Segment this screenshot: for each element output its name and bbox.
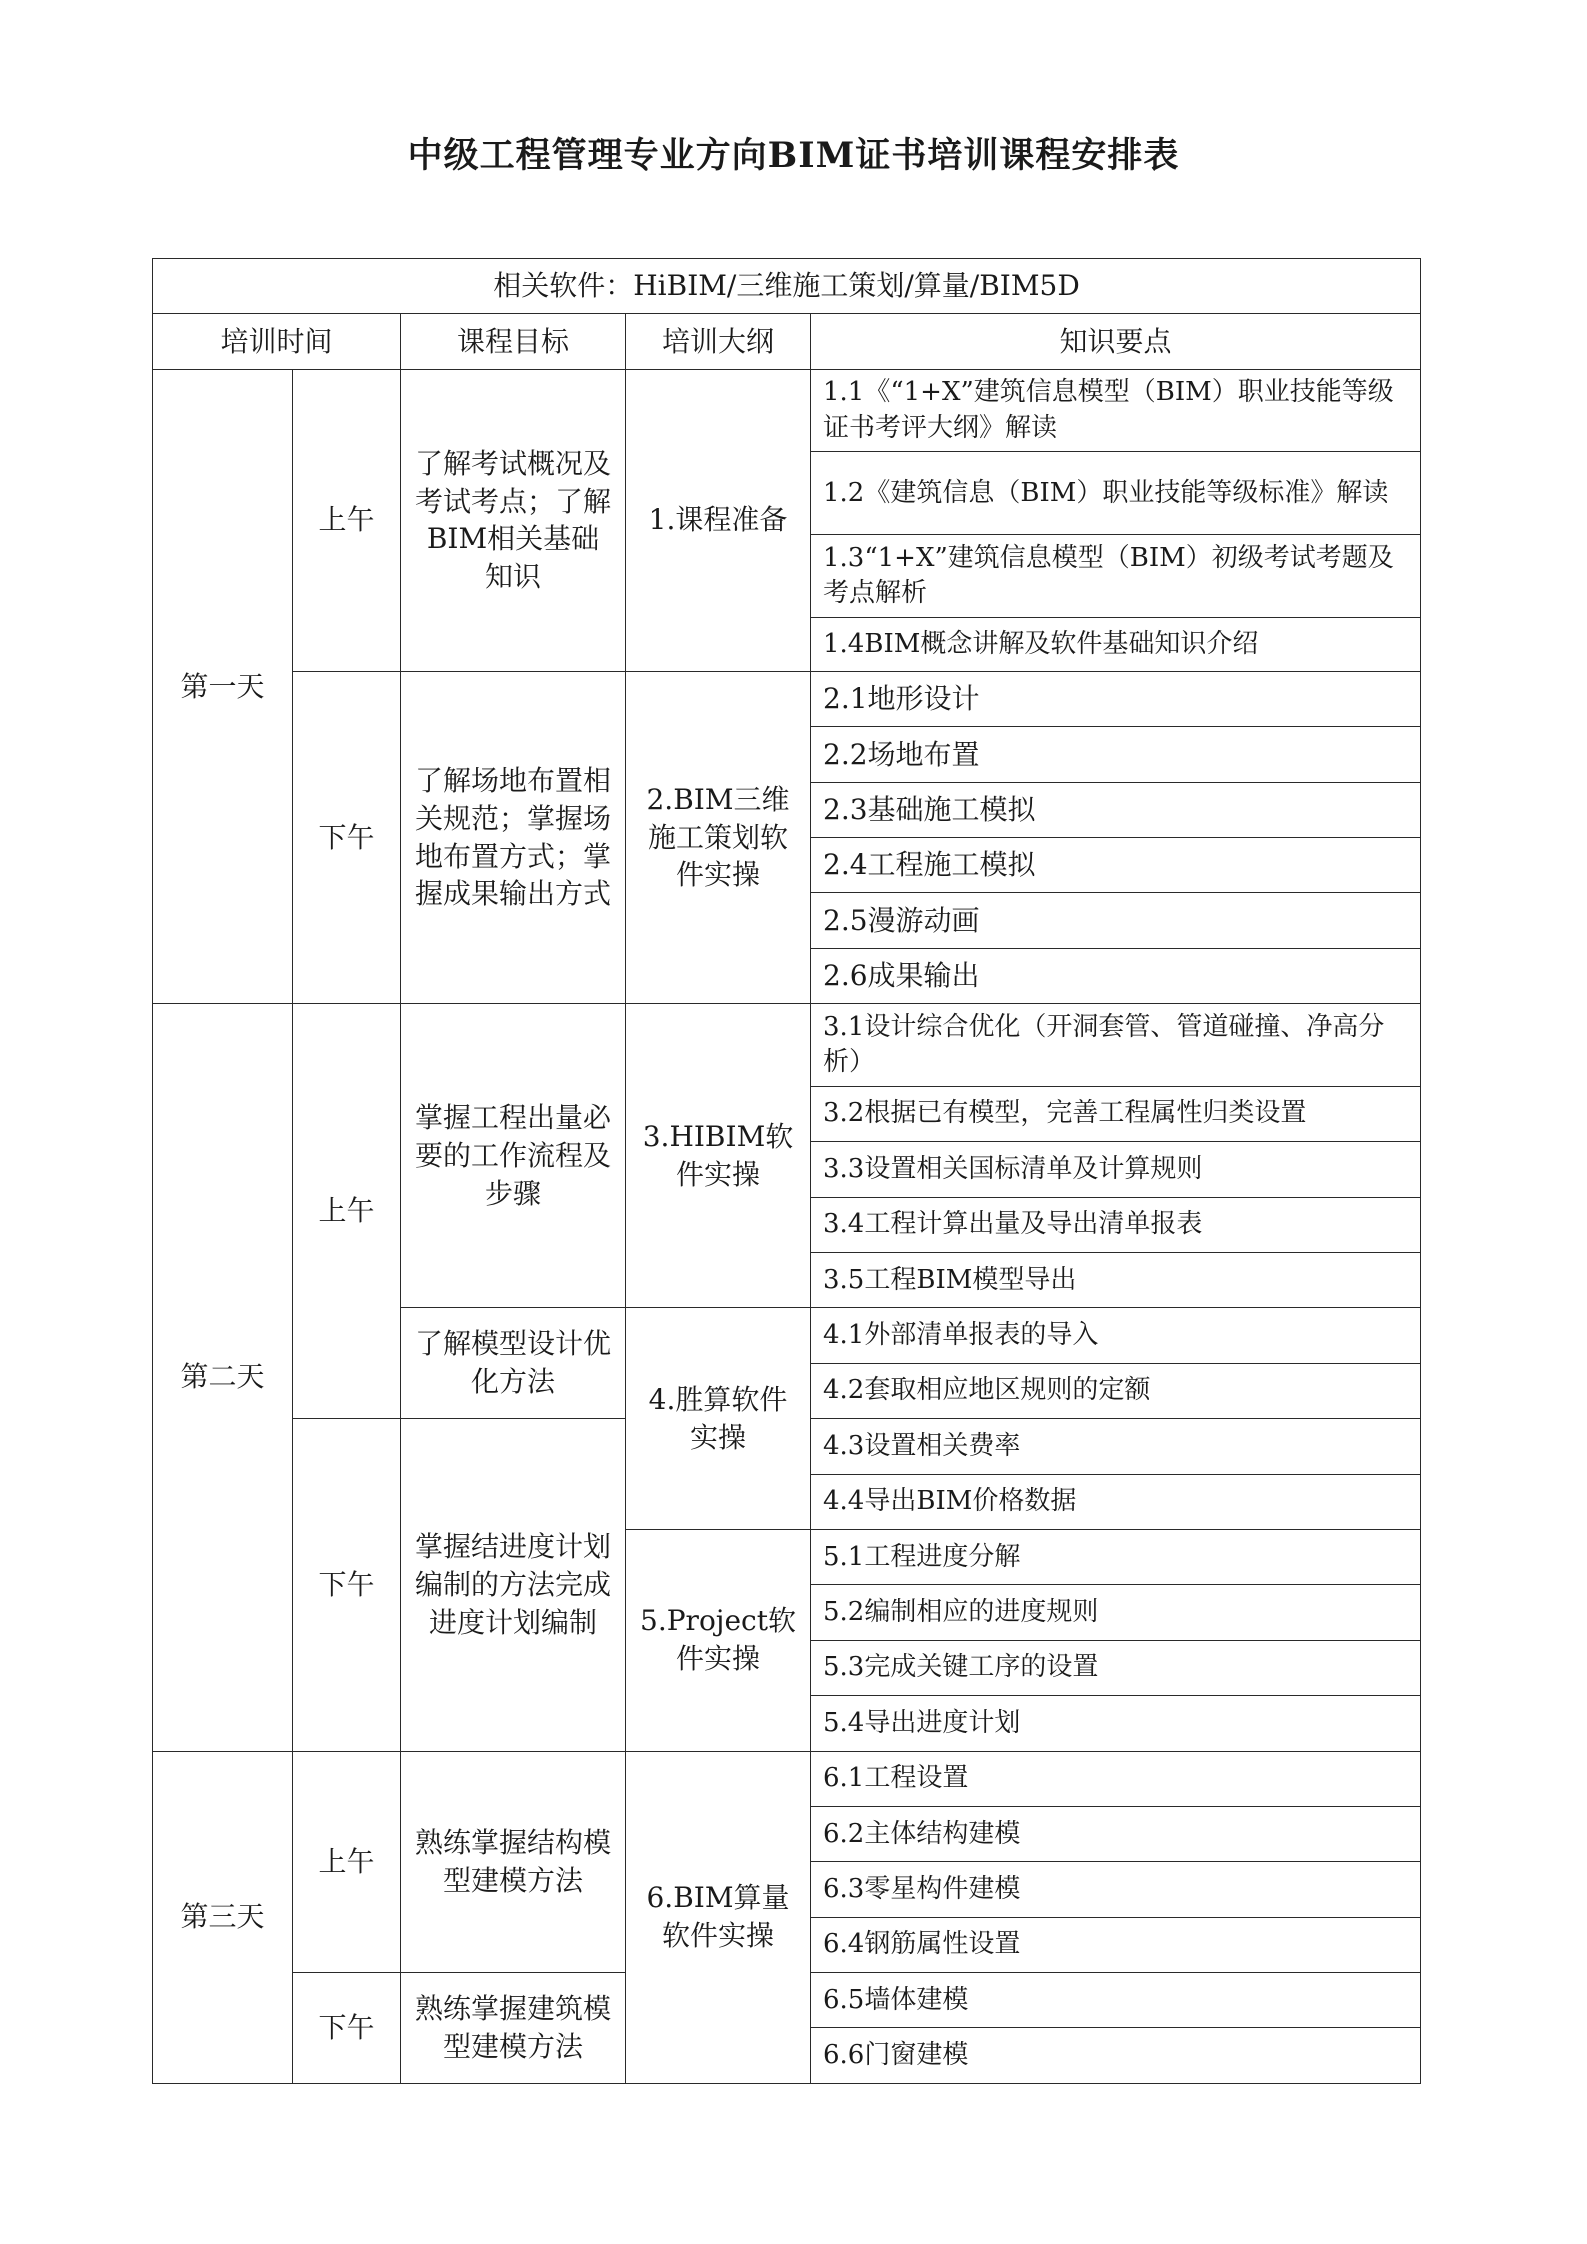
goal-cell: 了解模型设计优化方法 bbox=[401, 1308, 626, 1419]
point-cell: 1.1《“1+X”建筑信息模型（BIM）职业技能等级证书考评大纲》解读 bbox=[811, 369, 1421, 452]
goal-cell: 熟练掌握结构模型建模方法 bbox=[401, 1751, 626, 1973]
point-cell: 4.3设置相关费率 bbox=[811, 1419, 1421, 1474]
point-cell: 6.1工程设置 bbox=[811, 1751, 1421, 1806]
outline-cell: 6.BIM算量软件实操 bbox=[626, 1751, 811, 2084]
table-row bbox=[153, 671, 1421, 726]
point-cell: 4.4导出BIM价格数据 bbox=[811, 1474, 1421, 1529]
point-cell: 6.2主体结构建模 bbox=[811, 1806, 1421, 1861]
point-cell: 2.2场地布置 bbox=[811, 727, 1421, 782]
outline-cell: 2.BIM三维施工策划软件实操 bbox=[626, 671, 811, 1003]
point-cell: 2.3基础施工模拟 bbox=[811, 782, 1421, 837]
goal-cell: 了解考试概况及考试考点；了解BIM相关基础知识 bbox=[401, 369, 626, 671]
goal-cell: 了解场地布置相关规范；掌握场地布置方式；掌握成果输出方式 bbox=[401, 671, 626, 1003]
point-cell: 5.3完成关键工序的设置 bbox=[811, 1640, 1421, 1695]
outline-cell: 4.胜算软件实操 bbox=[626, 1308, 811, 1530]
point-cell: 6.3零星构件建模 bbox=[811, 1862, 1421, 1917]
point-cell: 3.2根据已有模型，完善工程属性归类设置 bbox=[811, 1086, 1421, 1141]
outline-cell: 5.Project软件实操 bbox=[626, 1529, 811, 1751]
table-row bbox=[153, 1004, 1421, 1087]
day-2-pm-cell: 下午 bbox=[293, 1419, 401, 1751]
point-cell: 5.4导出进度计划 bbox=[811, 1696, 1421, 1751]
goal-cell: 掌握结进度计划编制的方法完成进度计划编制 bbox=[401, 1419, 626, 1751]
document-title: 中级工程管理专业方向BIM证书培训课程安排表 bbox=[407, 135, 1180, 176]
point-cell: 2.4工程施工模拟 bbox=[811, 838, 1421, 893]
day-1-am-cell: 上午 bbox=[293, 369, 401, 671]
software-cell: 相关软件：HiBIM/三维施工策划/算量/BIM5D bbox=[153, 259, 1421, 314]
header-knowledge-points: 知识要点 bbox=[811, 314, 1421, 369]
point-cell: 2.1地形设计 bbox=[811, 671, 1421, 726]
software-row bbox=[153, 259, 1421, 314]
point-cell: 2.5漫游动画 bbox=[811, 893, 1421, 948]
point-cell: 5.1工程进度分解 bbox=[811, 1529, 1421, 1584]
point-cell: 3.3设置相关国标清单及计算规则 bbox=[811, 1142, 1421, 1197]
header-training-time: 培训时间 bbox=[153, 314, 401, 369]
point-cell: 4.1外部清单报表的导入 bbox=[811, 1308, 1421, 1363]
day-2-am-cell: 上午 bbox=[293, 1004, 401, 1419]
schedule-table bbox=[152, 258, 1421, 2084]
goal-cell: 熟练掌握建筑模型建模方法 bbox=[401, 1973, 626, 2084]
point-cell: 5.2编制相应的进度规则 bbox=[811, 1585, 1421, 1640]
outline-cell: 1.课程准备 bbox=[626, 369, 811, 671]
header-outline: 培训大纲 bbox=[626, 314, 811, 369]
point-cell: 6.4钢筋属性设置 bbox=[811, 1917, 1421, 1972]
day-3-pm-cell: 下午 bbox=[293, 1973, 401, 2084]
point-cell: 3.5工程BIM模型导出 bbox=[811, 1252, 1421, 1307]
day-2-cell: 第二天 bbox=[153, 1004, 293, 1751]
point-cell: 6.6门窗建模 bbox=[811, 2028, 1421, 2084]
outline-cell: 3.HIBIM软件实操 bbox=[626, 1004, 811, 1308]
point-cell: 1.3“1+X”建筑信息模型（BIM）初级考试考题及考点解析 bbox=[811, 534, 1421, 617]
table-row bbox=[153, 1751, 1421, 1806]
day-3-am-cell: 上午 bbox=[293, 1751, 401, 1973]
point-cell: 1.4BIM概念讲解及软件基础知识介绍 bbox=[811, 617, 1421, 671]
day-1-cell: 第一天 bbox=[153, 369, 293, 1003]
day-1-pm-cell: 下午 bbox=[293, 671, 401, 1003]
header-course-goal: 课程目标 bbox=[401, 314, 626, 369]
header-row bbox=[153, 314, 1421, 369]
table-row bbox=[153, 369, 1421, 452]
point-cell: 3.1设计综合优化（开洞套管、管道碰撞、净高分析） bbox=[811, 1004, 1421, 1087]
point-cell: 4.2套取相应地区规则的定额 bbox=[811, 1363, 1421, 1418]
point-cell: 6.5墙体建模 bbox=[811, 1973, 1421, 2028]
point-cell: 3.4工程计算出量及导出清单报表 bbox=[811, 1197, 1421, 1252]
point-cell: 1.2《建筑信息（BIM）职业技能等级标准》解读 bbox=[811, 452, 1421, 535]
point-cell: 2.6成果输出 bbox=[811, 948, 1421, 1003]
day-3-cell: 第三天 bbox=[153, 1751, 293, 2084]
goal-cell: 掌握工程出量必要的工作流程及步骤 bbox=[401, 1004, 626, 1308]
